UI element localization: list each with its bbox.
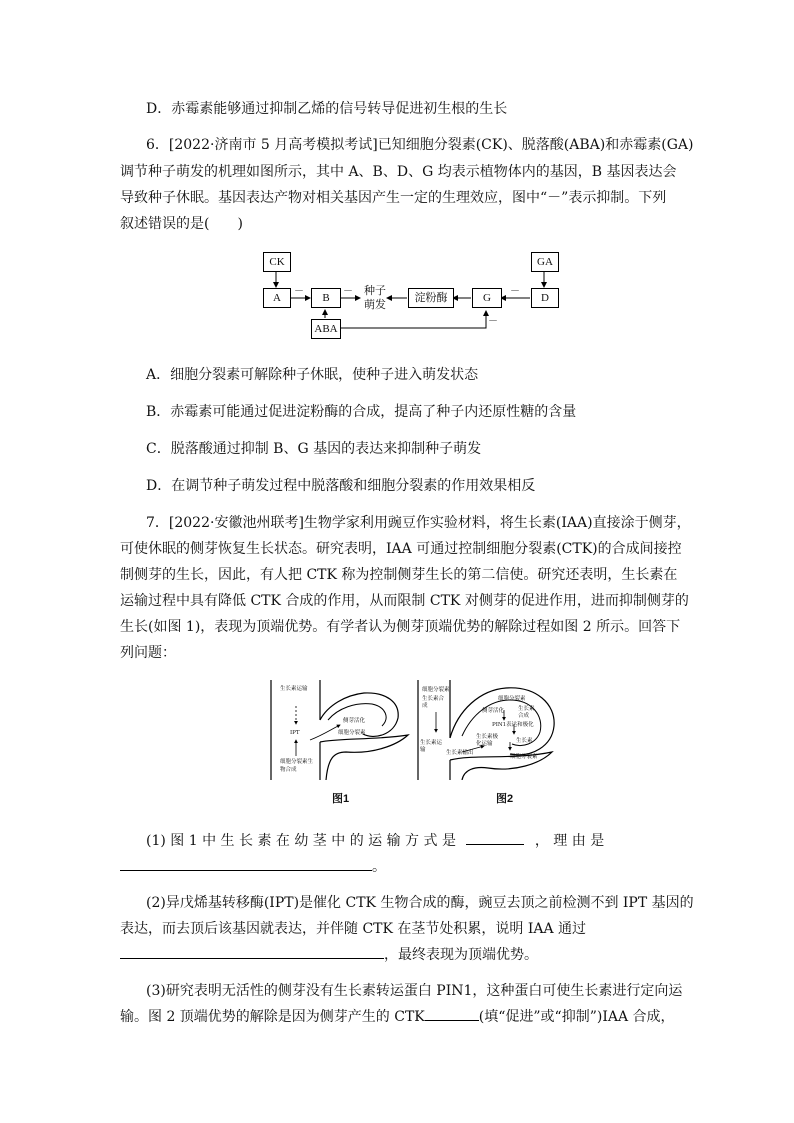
fig2-auxin-polar: 生长素极化运输 [476, 734, 499, 747]
fig2-ctk-inner: 细胞分裂素 [498, 696, 526, 702]
gene-a-box: A [263, 288, 291, 308]
q7-stem-line3: 制侧芽的生长，因此，有人把 CTK 称为控制侧芽生长的第二信使。研究还表明，生长素在 [120, 567, 678, 583]
q6-stem-line2: 调节种子萌发的机理如图所示，其中 A、B、D、G 均表示植物体内的基因，B 基因表达会 [120, 164, 677, 180]
q7-sub3-text-a: 输。图 2 顶端优势的解除是因为侧芽产生的 CTK [120, 1009, 425, 1025]
minus-aba-g: － [488, 316, 498, 327]
gene-d-box: D [531, 288, 559, 308]
seed-label-line1: 种子 [364, 284, 386, 297]
q7-stem-line4: 运输过程中具有降低 CTK 合成的作用，从而限制 CTK 对侧芽的促进作用，进而抑制侧芽的 [120, 593, 689, 609]
q6-option-a: A．细胞分裂素可解除种子休眠，使种子进入萌发状态 [146, 367, 479, 383]
fig2-auxin-synthesis-inner: 生长素合成 [518, 706, 535, 719]
fig1-ipt: IPT [290, 730, 300, 736]
q7-sub2-line3 [120, 944, 680, 964]
fig2-auxin-output: 生长素输出 [446, 750, 474, 756]
q7-sub1-text-a: (1) 图 1 中 生 长 素 在 幼 茎 中 的 运 输 方 式 是 [146, 833, 456, 849]
fig2-auxin-synthesis: 生长素合成 [422, 696, 445, 709]
q7-stem-line5: 生长(如图 1)，表现为顶端优势。有学者认为侧芽顶端优势的解除过程如图 2 所示。回答下 [120, 619, 681, 635]
fig2-auxin-transport: 生长素运输 [420, 740, 443, 753]
figure-1-caption: 图1 [332, 793, 350, 805]
figure-2-drawing [414, 680, 560, 780]
q5-option-d: D．赤霉素能够通过抑制乙烯的信号转导促进初生根的生长 [146, 101, 508, 117]
figure-2-caption: 图2 [496, 793, 514, 805]
ga-box: GA [531, 252, 559, 272]
q7-sub2-blank[interactable] [120, 944, 384, 959]
q7-sub3-line1: (3)研究表明无活性的侧芽没有生长素转运蛋白 PIN1，这种蛋白可使生长素进行定向运 [146, 983, 683, 999]
fig2-ctk-bottom: 细胞分裂素 [510, 754, 538, 760]
figure-2 [414, 680, 560, 780]
aba-box: ABA [311, 319, 341, 339]
q7-sub3-line2 [120, 1006, 680, 1026]
fig1-bud-activation: 侧芽活化 [343, 718, 366, 724]
q6-diagram [255, 248, 565, 346]
q6-option-d: D．在调节种子萌发过程中脱落酸和细胞分裂素的作用效果相反 [146, 478, 536, 494]
q7-sub1-line2 [120, 856, 680, 876]
q7-sub2-line1: (2)异戊烯基转移酶(IPT)是催化 CTK 生物合成的酶，豌豆去顶之前检测不到 IPT 基因的 [146, 895, 694, 911]
fig2-ctk: 细胞分裂素 [422, 687, 450, 693]
q6-stem-line3: 导致种子休眠。基因表达产物对相关基因产生一定的生理效应，图中“－”表示抑制。下列 [120, 190, 667, 206]
ck-box: CK [263, 252, 291, 272]
q6-stem-line1: 6．[2022·济南市 5 月高考模拟考试]已知细胞分裂素(CK)、脱落酸(ABA)和赤霉素(GA) [146, 137, 694, 153]
q7-sub1-line1 [146, 830, 706, 850]
fig1-auxin-transport: 生长素运输 [280, 686, 308, 692]
gene-b-box: B [311, 288, 341, 308]
q7-sub1-blank2[interactable] [120, 856, 372, 871]
q7-stem-line2: 可使休眠的侧芽恢复生长状态。研究表明，IAA 可通过控制细胞分裂素(CTK)的合成间接控 [120, 541, 682, 557]
seed-germination-label [362, 284, 388, 312]
minus-b-seed: － [343, 286, 353, 297]
q7-sub2-line2: 表达，而去顶后该基因就表达，并伴随 CTK 在茎节处积累，说明 IAA 通过 [120, 921, 587, 937]
q7-sub1-text-b: ， 理 由 是 [534, 833, 605, 849]
gene-g-box: G [472, 288, 502, 308]
q7-sub1-end: 。 [372, 859, 386, 875]
q7-sub3-text-b: (填“促进”或“抑制”)IAA 合成， [478, 1009, 675, 1025]
minus-d-g: － [510, 286, 520, 297]
q6-option-c: C．脱落酸通过抑制 B、G 基因的表达来抑制种子萌发 [146, 441, 482, 457]
q7-sub1-blank1[interactable] [466, 830, 524, 845]
q7-sub3-blank[interactable] [425, 1006, 479, 1021]
q7-stem-line1: 7．[2022·安徽池州联考]生物学家利用豌豆作实验材料，将生长素(IAA)直接涂于侧芽， [146, 515, 691, 531]
fig2-auxin-inner: 生长素 [516, 738, 533, 744]
fig1-ctk-synthesis: 细胞分裂素生物合成 [280, 759, 314, 773]
amylase-box: 淀粉酶 [408, 288, 454, 308]
seed-label-line2: 萌发 [364, 298, 386, 311]
figure-1 [268, 680, 413, 780]
fig2-pin1: PIN1表达和极化 [492, 722, 534, 728]
fig2-bud-activation: 侧芽活化 [482, 708, 505, 714]
q7-stem-line6: 列问题： [120, 645, 176, 661]
q6-option-b: B．赤霉素可能通过促进淀粉酶的合成，提高了种子内还原性糖的含量 [146, 404, 577, 420]
q6-stem-line4: 叙述错误的是( ) [120, 216, 243, 232]
q7-sub2-end: ，最终表现为顶端优势。 [384, 947, 538, 963]
minus-a-b: － [294, 286, 304, 297]
fig1-ctk: 细胞分裂素 [338, 730, 366, 736]
